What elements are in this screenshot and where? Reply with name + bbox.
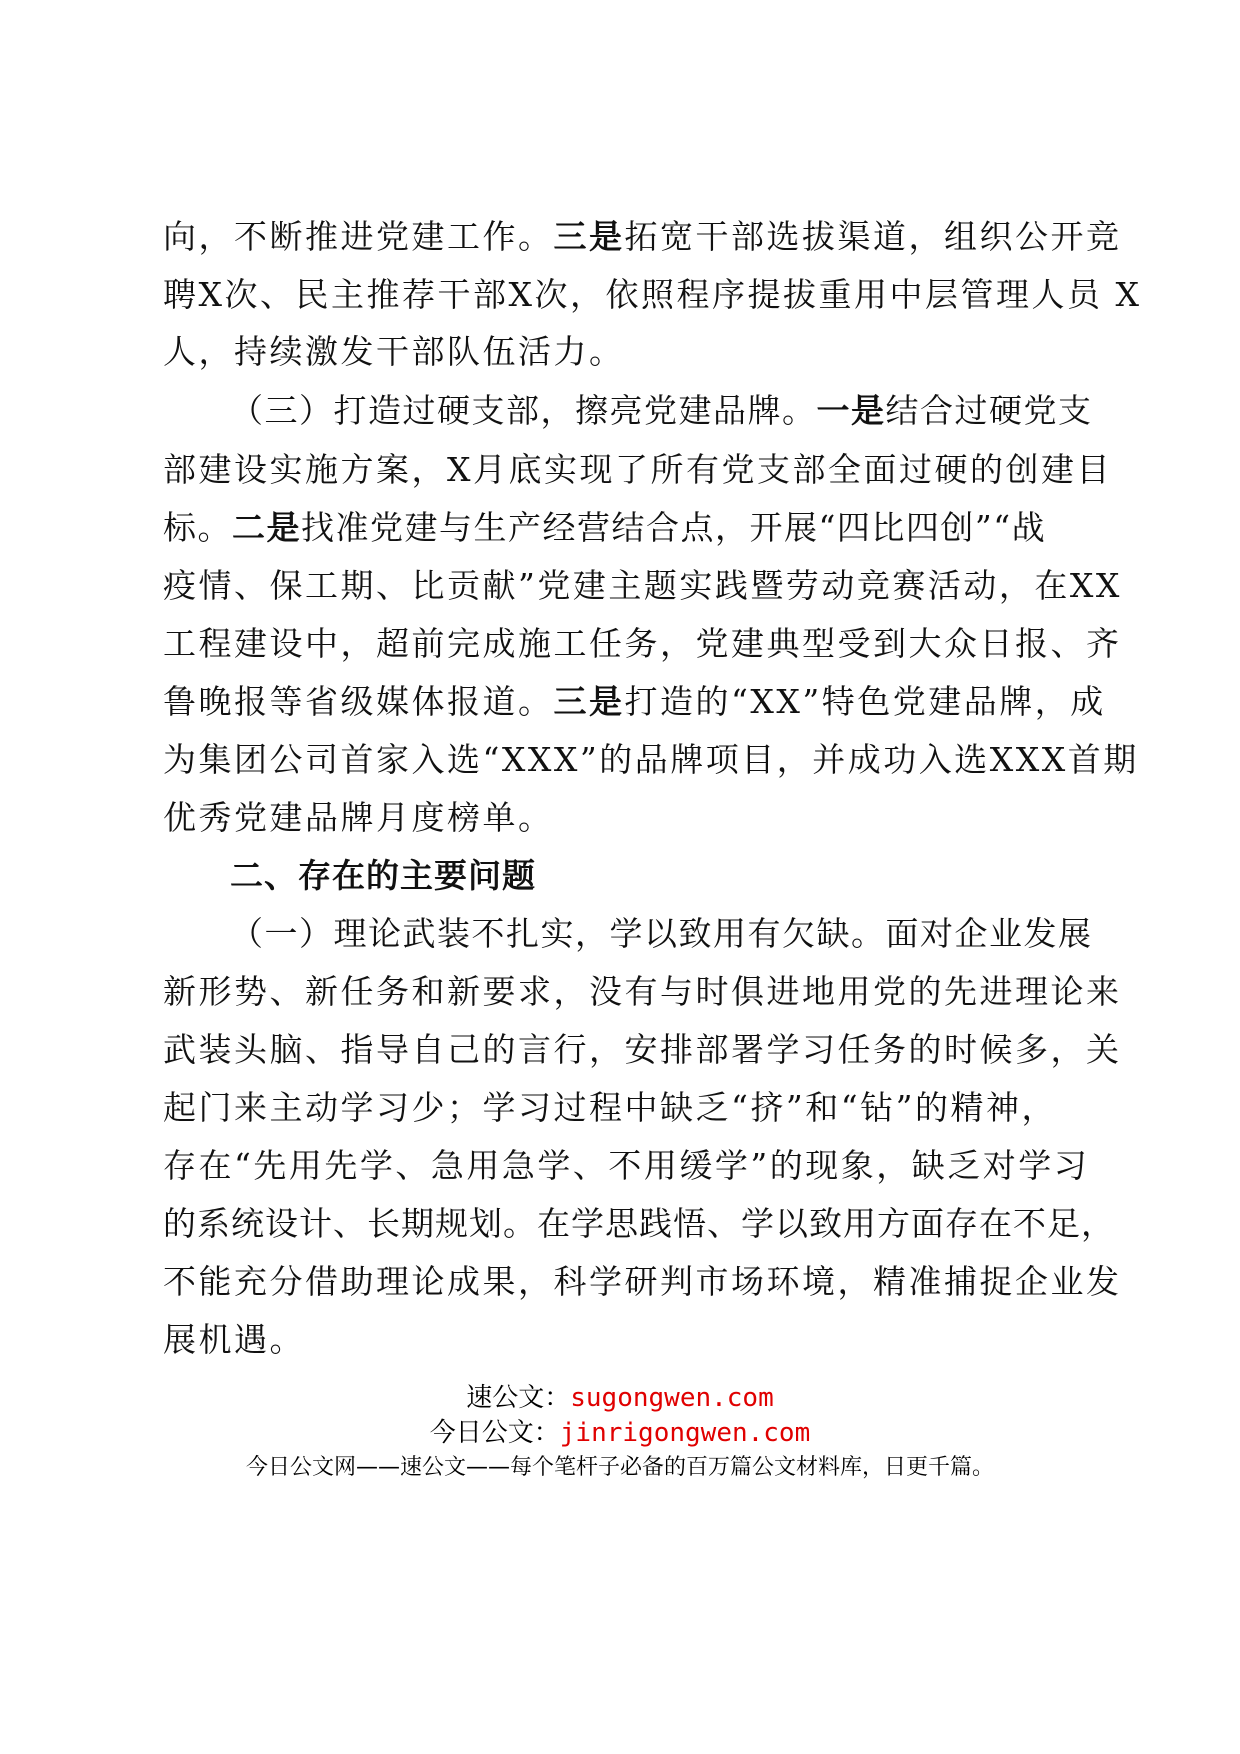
footer-line-1	[0, 1381, 1240, 1415]
footer-label: 速公文：	[466, 1383, 571, 1413]
text-run: 找准党建与生产经营结合点，开展“四比四创”“战	[301, 508, 1047, 547]
text-run: 向，不断推进党建工作。	[163, 217, 554, 256]
paragraph-line	[163, 506, 1083, 550]
text-run: 结合过硬党支	[885, 391, 1093, 430]
text-run: 打造的“XX”特色党建品牌，成	[624, 682, 1106, 721]
paragraph-line: 武装头脑、指导自己的言行，安排部署学习任务的时候多，关	[163, 1030, 1122, 1069]
text-run: 拓宽干部选拔渠道，组织公开竞	[624, 217, 1122, 256]
paragraph-line: 优秀党建品牌月度榜单。	[163, 798, 554, 837]
paragraph-line: 聘X次、民主推荐干部X次，依照程序提拔重用中层管理人员 X	[163, 275, 1142, 314]
text-run: 标。	[163, 508, 232, 547]
paragraph-line: 不能充分借助理论成果，科学研判市场环境，精准捕捉企业发	[163, 1262, 1122, 1301]
footer-line-2	[0, 1416, 1240, 1450]
bold-marker: 三是	[553, 682, 625, 721]
bold-marker: 一是	[816, 391, 886, 430]
paragraph-line: 的系统设计、长期规划。在学思践悟、学以致用方面存在不足，	[163, 1204, 1115, 1243]
bold-marker: 三是	[553, 217, 625, 256]
paragraph-line: 展机遇。	[163, 1320, 305, 1359]
paragraph-line: 为集团公司首家入选“XXX”的品牌项目，并成功入选XXX首期	[163, 740, 1139, 779]
paragraph-line: 工程建设中，超前完成施工任务，党建典型受到大众日报、齐	[163, 624, 1122, 663]
paragraph-line	[163, 680, 1106, 724]
footer-link[interactable]: jinrigongwen.com	[559, 1418, 811, 1448]
bold-marker: 二是	[232, 508, 301, 547]
paragraph-line: （一）理论武装不扎实，学以致用有欠缺。面对企业发展	[230, 914, 1093, 953]
paragraph-line: 新形势、新任务和新要求，没有与时俱进地用党的先进理论来	[163, 972, 1122, 1011]
text-run: （三）打造过硬支部，擦亮党建品牌。	[230, 391, 817, 430]
paragraph-line: 起门来主动学习少；学习过程中缺乏“挤”和“钻”的精神，	[163, 1088, 1057, 1127]
paragraph-line: 部建设实施方案，X月底实现了所有党支部全面过硬的创建目	[163, 450, 1112, 489]
footer-label: 今日公文：	[429, 1418, 560, 1448]
paragraph-line	[230, 389, 1150, 433]
paragraph-line: 疫情、保工期、比贡献”党建主题实践暨劳动竞赛活动，在XX	[163, 566, 1122, 605]
paragraph-line: 人，持续激发干部队伍活力。	[163, 332, 625, 371]
paragraph-line	[163, 215, 1122, 259]
text-run: 鲁晚报等省级媒体报道。	[163, 682, 554, 721]
paragraph-line: 存在“先用先学、急用急学、不用缓学”的现象，缺乏对学习	[163, 1146, 1090, 1185]
footer-link[interactable]: sugongwen.com	[570, 1383, 774, 1413]
section-heading: 二、存在的主要问题	[230, 856, 536, 895]
footer-tagline: 今日公文网——速公文——每个笔杆子必备的百万篇公文材料库，日更千篇。	[245, 1455, 994, 1480]
